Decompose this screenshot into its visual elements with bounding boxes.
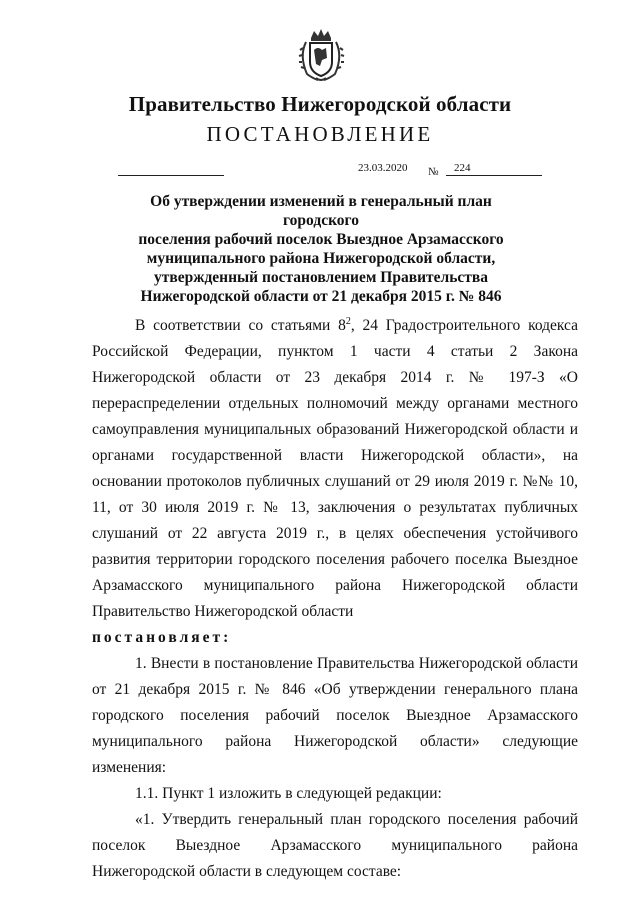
document-date: 23.03.2020 xyxy=(358,162,408,174)
document-body xyxy=(92,313,578,885)
subject-line: муниципального района Нижегородской области, xyxy=(146,250,496,267)
item-1-1-text: «1. Утвердить генеральный план городского поселения рабочий поселок Выездное Арзамасского муниципального района Нижегородской области в следующем составе: xyxy=(92,811,578,880)
document-number: 224 xyxy=(454,162,471,174)
signature-line xyxy=(118,175,224,176)
subject-line: утвержденный постановлением Правительства xyxy=(153,269,488,286)
number-sign: № xyxy=(428,166,439,178)
preamble-rest: , 24 Градостроительного кодекса Российской Федерации, пунктом 1 части 4 статьи 2 Закона Нижегородской области от 23 декабря 2014 г. № 197-З «О перераспределении отдельных полномочий между органами местного самоуправления муниципальных образований Нижегородской области и органами государственной власти Нижегородской области», на основании протоколов публичных слушаний от 29 июля 2019 г. №№ 10, 11, от 30 июля 2019 г. № 13, заключения о результатах публичных слушаний от 22 августа 2019 г., в целях обеспечения устойчивого развития территории городского поселения рабочего поселка Выездное Арзамасского муниципального района Нижегородской области Правительство Нижегородской области xyxy=(92,317,579,620)
decree-word: постановляет: xyxy=(92,629,232,646)
item-1: 1. Внести в постановление Правительства Нижегородской области от 21 декабря 2015 г. № 846 «Об утверждении генерального плана городского поселения рабочий поселок Выездное Арзамасского муниципального района Нижегородской области» следующие изменения: xyxy=(92,655,578,776)
coat-of-arms-icon xyxy=(296,28,346,82)
subject-line: Об утверждении изменений в генеральный план городского xyxy=(150,193,492,229)
government-name: Правительство Нижегородской области xyxy=(128,92,512,116)
subject-line: Нижегородской области от 21 декабря 2015 г. № 846 xyxy=(140,288,502,305)
decree-paragraph xyxy=(92,625,578,651)
preamble-paragraph xyxy=(92,313,578,625)
document-subject xyxy=(120,192,522,306)
superscript: 2 xyxy=(345,315,351,327)
preamble-start: В соответствии со статьями 8 xyxy=(135,317,346,334)
document-type: ПОСТАНОВЛЕНИЕ xyxy=(206,122,434,146)
subject-line: поселения рабочий поселок Выездное Арзамасского xyxy=(138,231,504,248)
item-1-1: 1.1. Пункт 1 изложить в следующей редакции: xyxy=(135,785,442,802)
number-underline xyxy=(446,175,542,176)
